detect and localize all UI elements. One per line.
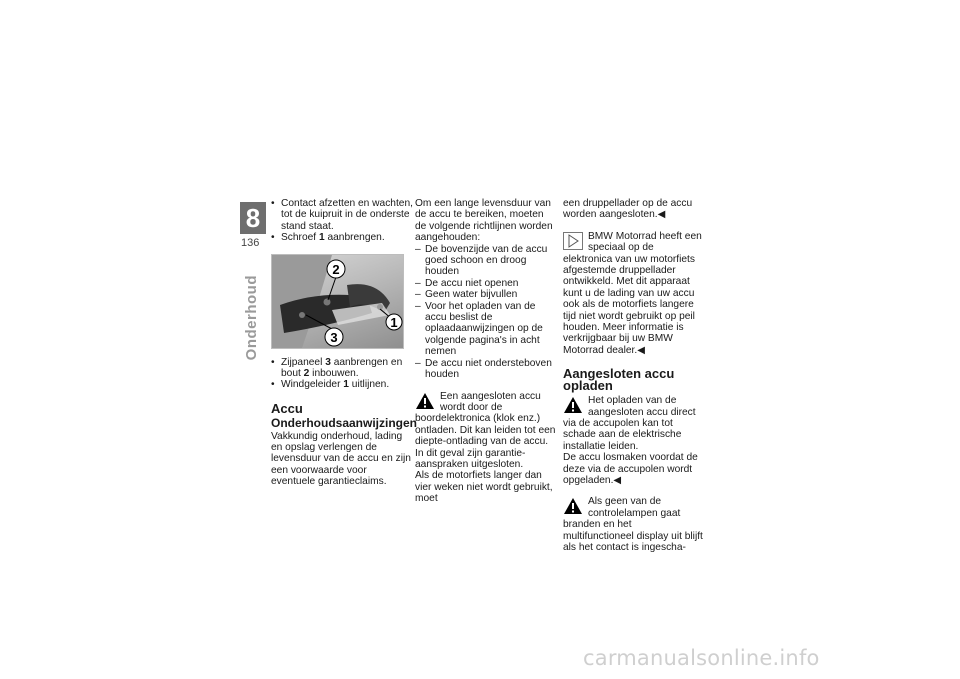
column-2 <box>415 198 557 505</box>
list-item: – Voor het opladen van de accu beslist de oplaadaanwijzingen op de volgende pagina's in acht nemen <box>415 301 557 358</box>
callout-2 <box>327 260 345 278</box>
chapter-number: 8 <box>240 202 266 234</box>
chapter-title: Onderhoud <box>243 275 260 361</box>
paragraph: een druppellader op de accu worden aangesloten.◀ <box>563 198 693 221</box>
list-item: – Geen water bijvullen <box>415 289 557 300</box>
section-heading: Accu <box>271 400 303 416</box>
page-number: 136 <box>241 237 260 249</box>
list-item: – De accu niet openen <box>415 278 557 289</box>
tip-note: BMW Motorrad heeft een speciaal op de elektronica van uw motorfiets afgestemde druppellader ontwikkeld. Met dit apparaat kunt u de lading van uw accu ook als de motorfiets langere tijd niet wordt gebruikt op peil houden. Meer informatie is verkrijgbaar bij uw BMW Motorrad dealer.◀ <box>563 230 702 356</box>
paragraph: Om een lange levensduur van de accu te bereiken, moeten de volgende richtlijnen worden aangehouden: <box>415 198 553 244</box>
warning-triangle-icon <box>563 396 583 414</box>
end-mark-icon: ◀ <box>613 474 622 486</box>
callout-3 <box>325 328 343 346</box>
warning-triangle-icon <box>415 392 435 410</box>
warning-note: Een aangesloten accu wordt door de boordelektronica (klok enz.) ontladen. Dit kan leiden tot een diepte-ontlading van de accu. In dit geval zijn garantie-aanspraken uitgesloten. Als de motorfiets langer dan vier weken niet wordt gebruikt, moet <box>415 390 556 505</box>
tip-arrow-icon <box>563 232 583 250</box>
steps-list-top <box>271 198 413 244</box>
warning-note: Het opladen van de aangesloten accu direct via de accupolen kan tot schade aan de elektrische installatie leiden. De accu losmaken voordat de deze via de accupolen wordt opgeladen.◀ <box>563 395 698 486</box>
column-3 <box>563 198 705 553</box>
list-item: – De bovenzijde van de accu goed schoon en droog houden <box>415 244 557 278</box>
list-item: • Zijpaneel 3 aanbrengen en bout 2 inbouwen. <box>271 357 413 380</box>
section-heading: Aangesloten accu opladen <box>563 366 675 393</box>
windscreen-photo <box>271 254 404 349</box>
subsection-heading: Onderhoudsaanwijzingen <box>271 416 418 431</box>
warning-note: Als geen van de controlelampen gaat branden en het multifunctioneel display uit blijft als het contact is ingescha- <box>563 496 703 553</box>
end-mark-icon: ◀ <box>637 344 646 356</box>
list-item: – De accu niet ondersteboven houden <box>415 358 557 381</box>
list-item: • Contact afzetten en wachten, tot de kuipruit in de onderste stand staat. <box>271 198 413 232</box>
steps-list-bottom <box>271 357 413 391</box>
list-item: • Windgeleider 1 uitlijnen. <box>271 379 413 390</box>
guidelines-list <box>415 244 557 381</box>
svg-text:1: 1 <box>390 314 398 330</box>
end-mark-icon: ◀ <box>657 209 666 221</box>
callout-1 <box>386 314 402 330</box>
column-1 <box>271 198 418 488</box>
paragraph: Vakkundig onderhoud, lading en opslag verlengen de levensduur van de accu en zijn een voorwaarde voor eventuele garantieclaims. <box>271 430 411 488</box>
list-item: • Schroef 1 aanbrengen. <box>271 232 413 243</box>
svg-text:3: 3 <box>330 329 338 345</box>
svg-text:2: 2 <box>332 261 340 277</box>
watermark: carmanualsonline.info <box>583 646 820 670</box>
warning-triangle-icon <box>563 497 583 515</box>
